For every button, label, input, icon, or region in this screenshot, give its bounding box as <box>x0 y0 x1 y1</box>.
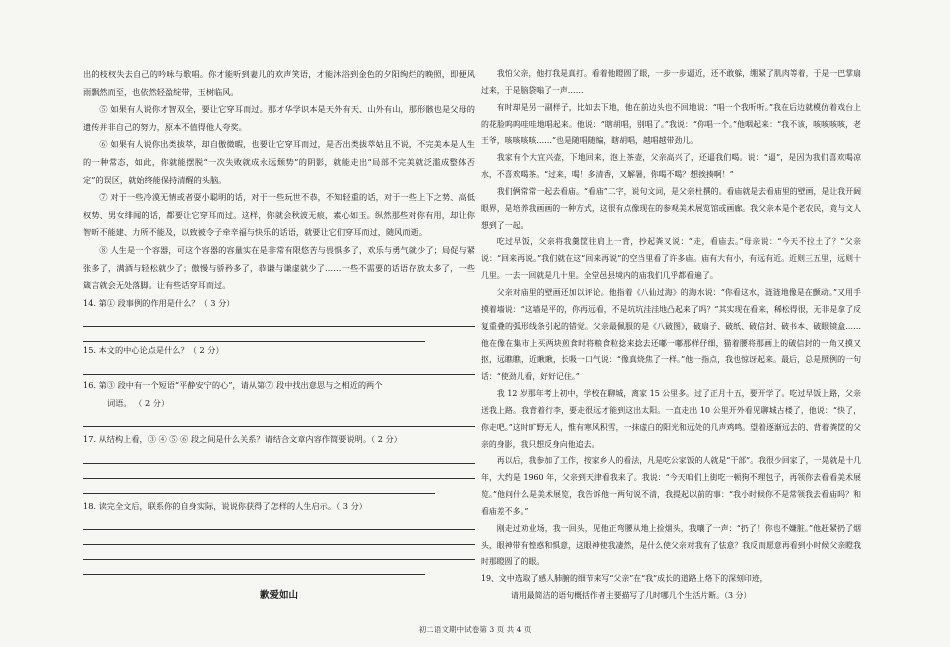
section-title: 歉爱如山 <box>259 590 298 602</box>
answer-line[interactable] <box>83 560 425 575</box>
passage-paragraph: 出的枝杈失去自己的吟咏与歌唱。你才能听到妻儿的欢声笑语，才能沐浴到金色的夕阳绚烂的晚照，即便风雨飘然而至，也依然轻盈绽带，玉树临风。 <box>83 69 475 97</box>
left-column <box>83 66 475 605</box>
passage-paragraph: 再以后，我参加了工作，按家乡人的看法，凡是吃公家饭的人就是“干部”。我很少回家了，一晃就是十几年，大约是 1960 年，父亲到天津看我来了。我说：“今天咱们上街吃一顿狗不理包子，再领你去看看美术展览。”他问什么是美术展览，我告诉他一两句说不清，我提起以前的事：“我小时候你不是常领我去看庙吗？和看庙差不多。” <box>481 456 861 516</box>
answer-line[interactable] <box>83 360 475 375</box>
passage-paragraph: ⑧ 人生是一个容器，可这个容器的容量实在是非常有限悠苦与畏惧多了，欢乐与勇气就少了；局促与紧张多了，满酒与轻松就少了；傲慢与骄矜多了，恭谦与谦虚就少了……一些不需要的话语存放太多了，一些箴言就会无处落脚。让有些话穿耳而过。 <box>83 244 475 291</box>
answer-line[interactable] <box>83 327 425 342</box>
passage-paragraph: ⑥ 如果有人说你出类拔萃，却自傲微暇，也要让它穿耳而过，是否出类拔萃姑且不说，不完美本是人生的一种常态，如此，你就能摆脱“一次失败就成永远颓势”的阴影，就能走出“局部不完美就泛滥成整体否定”的误区，就始终能保持清醒的头脑。 <box>83 139 475 185</box>
page-footer: 初二语文期中试卷第 3 页 共 4 页 <box>418 625 532 634</box>
passage-paragraph: 我怕父亲，他打我是真打。看着他瞪圆了眼，一步一步逼近，还不敢躲，绷紧了肌肉等着，于是一巴掌扇过来，于是脑袋嗡了一声…… <box>481 69 861 95</box>
answer-line[interactable] <box>83 312 475 327</box>
question-14: 14. 第① 段事例的作用是什么？（ 3 分） <box>83 297 235 308</box>
question-18: 18. 读完全文后，联系你的自身实际，说说你获得了怎样的人生启示。（ 3 分） <box>83 500 367 511</box>
passage-paragraph: 我家有个大宜兴壶，下地回来，泡上茶壶，父亲高兴了，还逼我们喝。说：“逼”，是因为我们喜欢喝凉水，不喜欢喝茶。“过来，喝！多清香，又解暑，你喝不喝？想挨揍啊！” <box>481 153 861 180</box>
answer-line[interactable] <box>83 449 475 464</box>
question-16: 16. 第③ 段中有一个短语“平静安宁的心”，请从第⑦ 段中找出意思与之相近的两个 <box>83 379 383 390</box>
passage-paragraph: 吃过早饭，父亲将我羹筐往肩上一背，抄起粪叉说：“走，看庙去。”母亲说：“今天不拉土了？”父亲说：“回来再说。”我们就在这“回来再说”的空当里看了许多庙。庙有大有小，有远有近。近则三五里，远则十几里。一去一回就是几十里。全堂邑县境内的庙我们几乎都看遍了。 <box>481 237 861 281</box>
passage-paragraph: 有时却是另一副样子，比如去下地，他在前边头也不回地说：“唱一个我听听。”我在后边就模仿着戏台上的花脸呜呜哇哇地唱起来。他说：“瞎胡唱，别唱了。”我说：“你唱一个。”他咽起来：“我不该，咳咳咳咳，老王爷，咳咳咳咳……”也是随唱随编，瞎胡唱，越唱越带劲儿。 <box>481 102 861 146</box>
question-16-cont: 词语。 （ 2 分） <box>107 397 170 408</box>
answer-line[interactable] <box>83 464 475 479</box>
passage-paragraph: ⑤ 如果有人说你才智双全，要让它穿耳而过。那才华学识本是天外有天、山外有山，那形骸也是父母的遗传并非自己的努力，原本不值得他人夸奖。 <box>83 104 475 132</box>
passage-paragraph: 父亲对庙里的壁画还加以评论。他指着《八仙过海》的海水说：“你看这水，涟涟地像是在颤动。”又用手摸着墙说：“这墙是平的，你再远看，不是坑坑洼洼地凸起来了吗？”其实现在看来，稀松得很，无非是拿了反复重叠的弧形线条引起的错觉。父亲最佩服的是《八破图》，破扇子、破纸、破信封、破书本、破眼镜盒……他在像在集市上买两块煎食时将粮食粒捻来捻去还嘟一嘟那样仔细，猫着腰将那画上的破信封的一角又摸又抠，远瞧瞧，近瞅瞅，长吸一口气说：“像真烧焦了一样。”他一指点，我也惊讶起来。最后，总是照例的一句话：“使劲儿看，好好记住。” <box>481 287 861 382</box>
answer-line[interactable] <box>83 479 435 494</box>
passage-paragraph: 我 12 岁那年考上初中，学校在聊城，离家 15 公里多。过了正月十五，要开学了。吃过早饭上路，父亲送我上路。我背着行李，要走很远才能到这出太阳。一直走出 10 公里开外看见聊城古楼了，他说：“快了，你走吧。”这时旷野无人，惟有寒风积雪，一抹虚白的阳光和远处的几声鸡鸣。望着逐渐远去的、背着粪筐的父亲的身影，我只想反身向他追去。 <box>481 389 861 449</box>
answer-line[interactable] <box>83 412 475 427</box>
passage-paragraph: 我们俩常常一起去看庙。“看庙”二字，说句文词，是父亲杜撰的。看庙就是去看庙里的壁画，是让我开阔眼界，是培养我画画的一种方式，这很有点像现在的参观美术展览馆或画廊。我父亲本是个老农民，竟与文人想到了一起。 <box>481 186 861 230</box>
passage-paragraph: 刚走过劝业场，我一回头，见他正弯腰从地上捡烟头，我嚷了一声：“扔了！你也不嫌脏。”他赶紧扔了烟头，眼神带有惶惑和惧意，这眼神使我凄然，是什么使父亲对我有了怯意？我反而愿意再看到小时候父亲瞪我时那瞪圆了的眼。 <box>481 523 861 567</box>
question-15: 15. 本文的中心论点是什么？（ 2 分） <box>83 345 224 356</box>
answer-line[interactable] <box>83 530 475 545</box>
answer-line[interactable] <box>83 545 475 560</box>
right-column <box>481 66 861 605</box>
question-19: 19、文中选取了感人肺腑的细节来写“父亲”在“我”成长的道路上烙下的深刻印迹， <box>481 574 768 584</box>
question-17: 17. 从结构上看，③ ④ ⑤ ⑥ 段之间是什么关系？请结合文章内容作简要说明。（ 2 分） <box>83 434 402 445</box>
passage-paragraph: ⑦ 对于一些冷漠无情或者耍小聪明的话，对于一些玩世不恭，不知轻重的话，对于一些上下之势、高低权势、男女绯闻的话，都要让它穿耳而过。这样，你就会秋波无痕，素心如玉。纵然那些对你有用，却让你智昕不能建、力所不能及，以致被令子牵辛福与快乐的话语，就要让它们穿耳而过，随风而逝。 <box>83 192 475 238</box>
answer-line[interactable] <box>83 515 475 530</box>
question-19-cont: 请用最简洁的语句概括作者主要描写了几时哪几个生活片断。（3 分） <box>511 591 752 601</box>
